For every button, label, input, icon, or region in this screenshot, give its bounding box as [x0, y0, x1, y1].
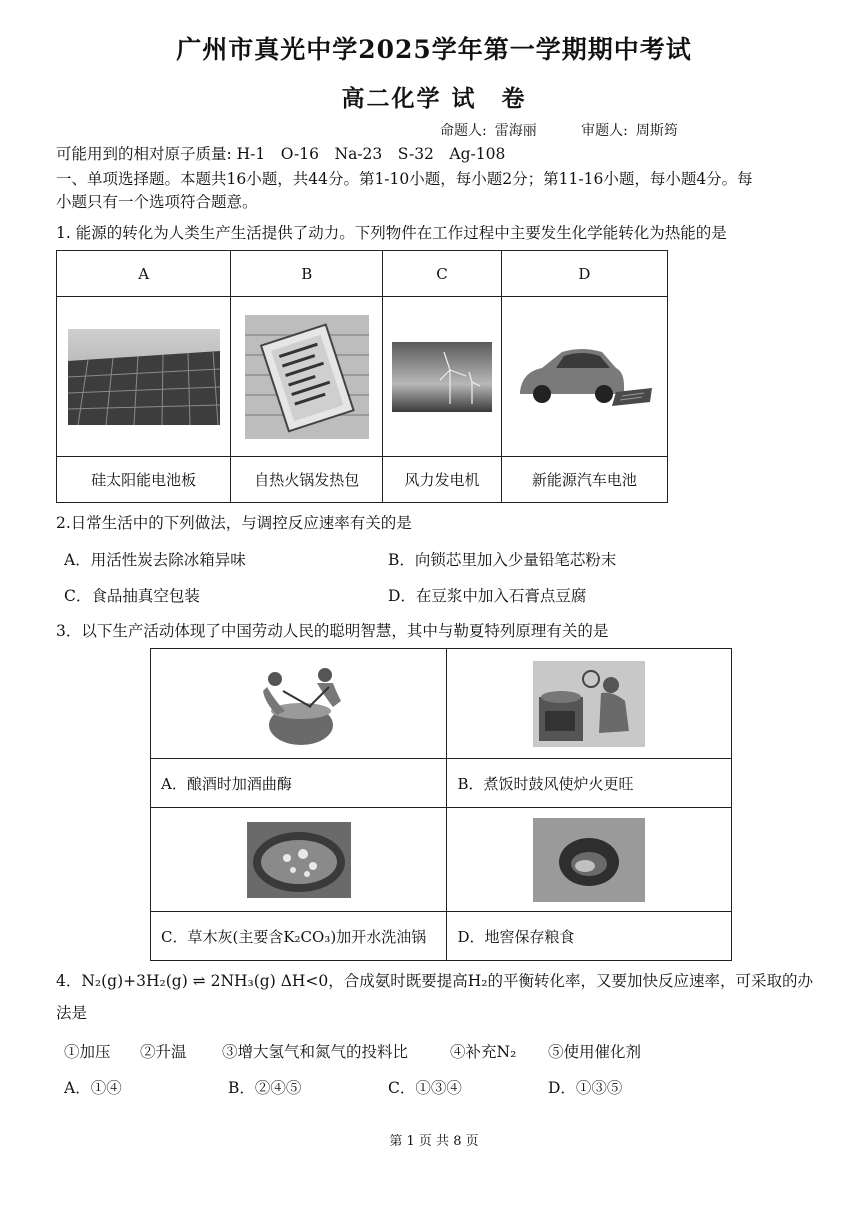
q3-stem: 3．以下生产活动体现了中国劳动人民的聪明智慧，其中与勒夏特列原理有关的是 [56, 622, 609, 640]
q4-option-d: D．①③⑤ [548, 1079, 623, 1097]
q1-header-a: A [57, 251, 231, 297]
solar-panel-image [68, 329, 220, 425]
q1-caption-d: 新能源汽车电池 [501, 457, 667, 503]
cooking-illustration [533, 661, 645, 747]
q4-option-b: B．②④⑤ [228, 1079, 302, 1097]
q1-stem: 1. 能源的转化为人类生产生活提供了动力。下列物件在工作过程中主要发生化学能转化为热能的是 [56, 224, 727, 242]
q3-image-a-cell [151, 649, 447, 759]
q1-caption-a: 硅太阳能电池板 [57, 457, 231, 503]
q3-table [150, 648, 732, 961]
q3-caption-c: C．草木灰(主要含K₂CO₃)加开水洗油锅 [151, 912, 447, 961]
q1-caption-c: 风力发电机 [383, 457, 501, 503]
exam-title: 广州市真光中学2025学年第一学期期中考试 [176, 35, 692, 64]
q2-option-c: C．食品抽真空包装 [64, 587, 200, 605]
q2-option-d: D．在豆浆中加入石膏点豆腐 [388, 587, 587, 605]
wind-turbine-image [392, 342, 492, 412]
section1-line1: 一、单项选择题。本题共16小题，共44分。第1-10小题，每小题2分；第11-16小题，每小题4分。每 [56, 170, 753, 188]
q4-item-5: ⑤使用催化剂 [548, 1043, 642, 1061]
author-label: 命题人: [440, 123, 487, 139]
q2-option-a: A．用活性炭去除冰箱异味 [64, 551, 246, 569]
q4-option-a: A．①④ [64, 1079, 122, 1097]
q1-table [56, 250, 668, 503]
q4-item-3: ③增大氢气和氮气的投料比 [222, 1043, 409, 1061]
q1-image-a-cell [57, 297, 231, 457]
q3-image-d-cell [447, 808, 732, 912]
section1-line2: 小题只有一个选项符合题意。 [56, 193, 258, 211]
q4-stem-line2: 法是 [56, 1004, 88, 1022]
q3-caption-d: D．地窖保存粮食 [447, 912, 732, 961]
q1-caption-b: 自热火锅发热包 [231, 457, 383, 503]
q1-image-d-cell [501, 297, 667, 457]
exam-subtitle: 高二化学 试 卷 [341, 85, 527, 112]
q4-item-4: ④补充N₂ [450, 1043, 517, 1061]
q3-caption-b: B．煮饭时鼓风使炉火更旺 [447, 759, 732, 808]
q1-image-c-cell [383, 297, 501, 457]
wok-washing-image [247, 822, 351, 898]
q4-item-1: ①加压 [64, 1043, 111, 1061]
heat-pack-image [245, 315, 369, 439]
q4-item-2: ②升温 [140, 1043, 187, 1061]
brewing-illustration [239, 661, 359, 747]
exam-meta [440, 120, 686, 140]
author-name: 雷海丽 [494, 123, 537, 139]
q1-header-b: B [231, 251, 383, 297]
atomic-masses: 可能用到的相对原子质量: H-1 O-16 Na-23 S-32 Ag-108 [56, 145, 506, 163]
reviewer-label: 审题人: [581, 123, 628, 139]
q3-image-b-cell [447, 649, 732, 759]
cellar-image [533, 818, 645, 902]
q2-stem: 2.日常生活中的下列做法，与调控反应速率有关的是 [56, 514, 412, 532]
q1-image-b-cell [231, 297, 383, 457]
reviewer-name: 周斯筠 [635, 123, 678, 139]
q4-stem-line1: 4．N₂(g)+3H₂(g) ⇌ 2NH₃(g) ΔH<0，合成氨时既要提高H₂的平衡转化率，又要加快反应速率，可采取的办 [56, 972, 813, 990]
q4-option-c: C．①③④ [388, 1079, 462, 1097]
page-footer: 第 1 页 共 8 页 [389, 1134, 479, 1149]
q2-option-b: B．向锁芯里加入少量铅笔芯粉末 [388, 551, 617, 569]
q3-image-c-cell [151, 808, 447, 912]
q1-header-c: C [383, 251, 501, 297]
q1-header-d: D [501, 251, 667, 297]
q3-caption-a: A．酿酒时加酒曲酶 [151, 759, 447, 808]
ev-battery-image [512, 342, 656, 412]
